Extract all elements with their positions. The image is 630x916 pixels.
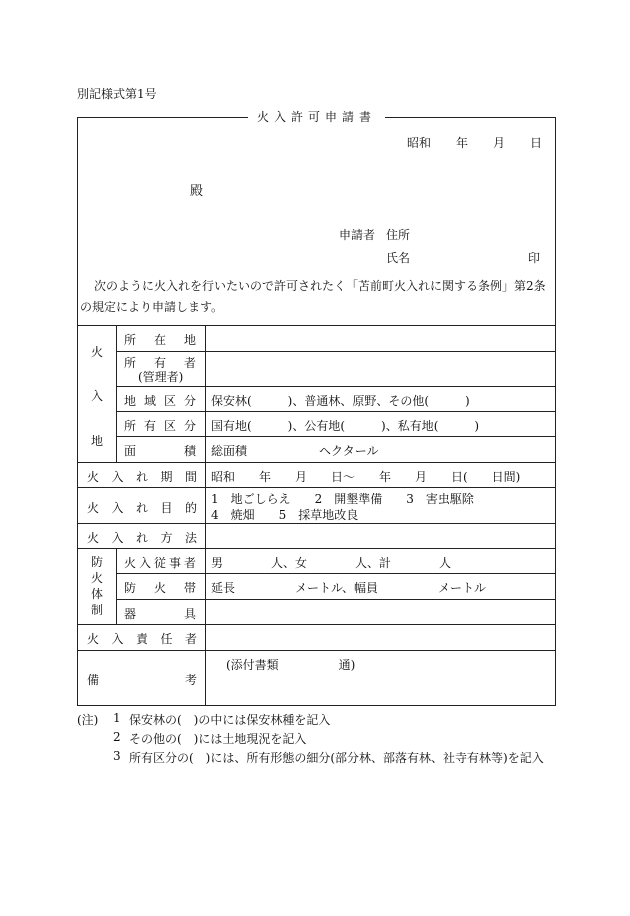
label-char: 従 (153, 556, 166, 570)
label-char: 任 (160, 632, 173, 646)
label-char: 火 (87, 531, 100, 545)
label-char: 入 (111, 501, 124, 515)
purpose-options-line2: 4 焼畑 5 採草地改良 (211, 508, 359, 522)
note-number: 3 (113, 749, 121, 763)
owner-sublabel: (管理者) (138, 370, 184, 384)
firebreak-value: 延長 メートル、幅員 メートル (211, 581, 487, 595)
remarks-value: (添付書類 通) (226, 658, 356, 672)
label-char: 在 (153, 333, 166, 347)
label-char: 火 (124, 556, 137, 570)
label-char: 火 (87, 501, 100, 515)
equipment-label (124, 605, 196, 622)
label-char: 入 (111, 632, 124, 646)
note-text: 保安林の( )の中には保安林種を記入 (129, 713, 331, 727)
land-group-char: 地 (91, 434, 104, 448)
form-title: 火入許可申請書 (248, 108, 385, 126)
workers-label (124, 554, 196, 571)
label-char: 期 (160, 470, 173, 484)
area-category-value: 保安林( )、普通林、原野、その他( ) (211, 394, 470, 408)
label-char: 入 (111, 470, 124, 484)
applicant-address-label: 住所 (386, 228, 411, 242)
method-label (87, 529, 197, 546)
rule (77, 548, 556, 549)
ownership-category-label (124, 417, 196, 434)
rule (116, 411, 556, 412)
rule (116, 351, 556, 352)
date-month: 月 (493, 136, 506, 150)
label-char: 者 (184, 632, 197, 646)
area-category-label (124, 392, 196, 409)
label-char: れ (135, 501, 148, 515)
rule (116, 436, 556, 437)
label-char: 地 (124, 394, 137, 408)
defense-group-char: 体 (91, 587, 104, 601)
label-char: 区 (163, 419, 176, 433)
label-char: 間 (184, 470, 197, 484)
rule (116, 325, 117, 462)
responsible-label (87, 630, 197, 647)
rule (77, 650, 556, 651)
notes-prefix: (注) (77, 713, 99, 727)
defense-group-char: 防 (91, 555, 104, 569)
label-char: 的 (184, 501, 197, 515)
label-char: 分 (183, 394, 196, 408)
note-number: 2 (113, 730, 121, 744)
label-char: 所 (124, 419, 137, 433)
period-value: 昭和 年 月 日〜 年 月 日( 日間) (211, 470, 521, 484)
label-char: 者 (183, 356, 196, 370)
rule (77, 325, 556, 326)
application-statement: 次のように火入れを行いたいので許可されたく「苫前町火入れに関する条例」第2条の規定により申請します。 (80, 279, 546, 314)
applicant-label: 申請者 (339, 228, 376, 242)
label-char: 区 (163, 394, 176, 408)
purpose-label (87, 499, 197, 516)
label-char: れ (135, 531, 148, 545)
label-char: 地 (183, 333, 196, 347)
rule (77, 523, 556, 524)
label-char: 所 (124, 333, 137, 347)
workers-value: 男 人、女 人、計 人 (211, 556, 452, 570)
acreage-label (124, 442, 196, 459)
label-char: 目 (160, 501, 173, 515)
label-char: 面 (124, 444, 137, 458)
label-char: 事 (168, 556, 181, 570)
defense-group-char: 火 (91, 571, 104, 585)
label-char: 積 (183, 444, 196, 458)
label-char: 域 (143, 394, 156, 408)
firebreak-label (124, 579, 196, 596)
purpose-options-line1: 1 地ごしらえ 2 開墾準備 3 害虫駆除 (211, 492, 474, 506)
rule (77, 624, 556, 625)
rule (77, 487, 556, 488)
label-char: 考 (184, 673, 197, 687)
applicant-name-label: 氏名 (386, 251, 411, 265)
rule (116, 599, 556, 600)
land-group-char: 入 (91, 389, 104, 403)
addressee-suffix: 殿 (190, 184, 204, 199)
rule (116, 573, 556, 574)
rule (116, 548, 117, 624)
label-char: 有 (153, 356, 166, 370)
label-char: 所 (124, 356, 137, 370)
label-char: 法 (184, 531, 197, 545)
period-label (87, 468, 197, 485)
label-char: 入 (138, 556, 151, 570)
form-number-label: 別記様式第1号 (77, 87, 157, 101)
remarks-label (87, 671, 197, 688)
defense-group-char: 制 (91, 603, 104, 617)
label-char: 有 (143, 419, 156, 433)
label-char: 火 (87, 470, 100, 484)
label-char: 火 (153, 581, 166, 595)
rule (116, 386, 556, 387)
label-char: 者 (183, 556, 196, 570)
label-char: 責 (135, 632, 148, 646)
label-char: 帯 (183, 581, 196, 595)
note-text: 所有区分の( )には、所有形態の細分(部分林、部落有林、社寺有林等)を記入 (129, 751, 544, 765)
date-year: 年 (456, 136, 469, 150)
note-number: 1 (113, 711, 121, 725)
label-char: 火 (87, 632, 100, 646)
rule (205, 325, 206, 706)
seal-mark: 印 (528, 251, 541, 265)
acreage-value: 総面積 ヘクタール (211, 444, 379, 458)
label-char: 防 (124, 581, 137, 595)
label-char: 具 (183, 607, 196, 621)
label-char: 備 (87, 673, 100, 687)
location-label (124, 331, 196, 348)
land-group-char: 火 (91, 345, 104, 359)
label-char: 分 (183, 419, 196, 433)
label-char: 器 (124, 607, 137, 621)
ownership-category-value: 国有地( )、公有地( )、私有地( ) (211, 419, 480, 433)
label-char: れ (135, 470, 148, 484)
rule (77, 462, 556, 463)
note-text: その他の( )には土地現況を記入 (129, 732, 307, 746)
label-char: 入 (111, 531, 124, 545)
date-era: 昭和 (407, 136, 432, 150)
label-char: 方 (160, 531, 173, 545)
date-day: 日 (530, 136, 543, 150)
